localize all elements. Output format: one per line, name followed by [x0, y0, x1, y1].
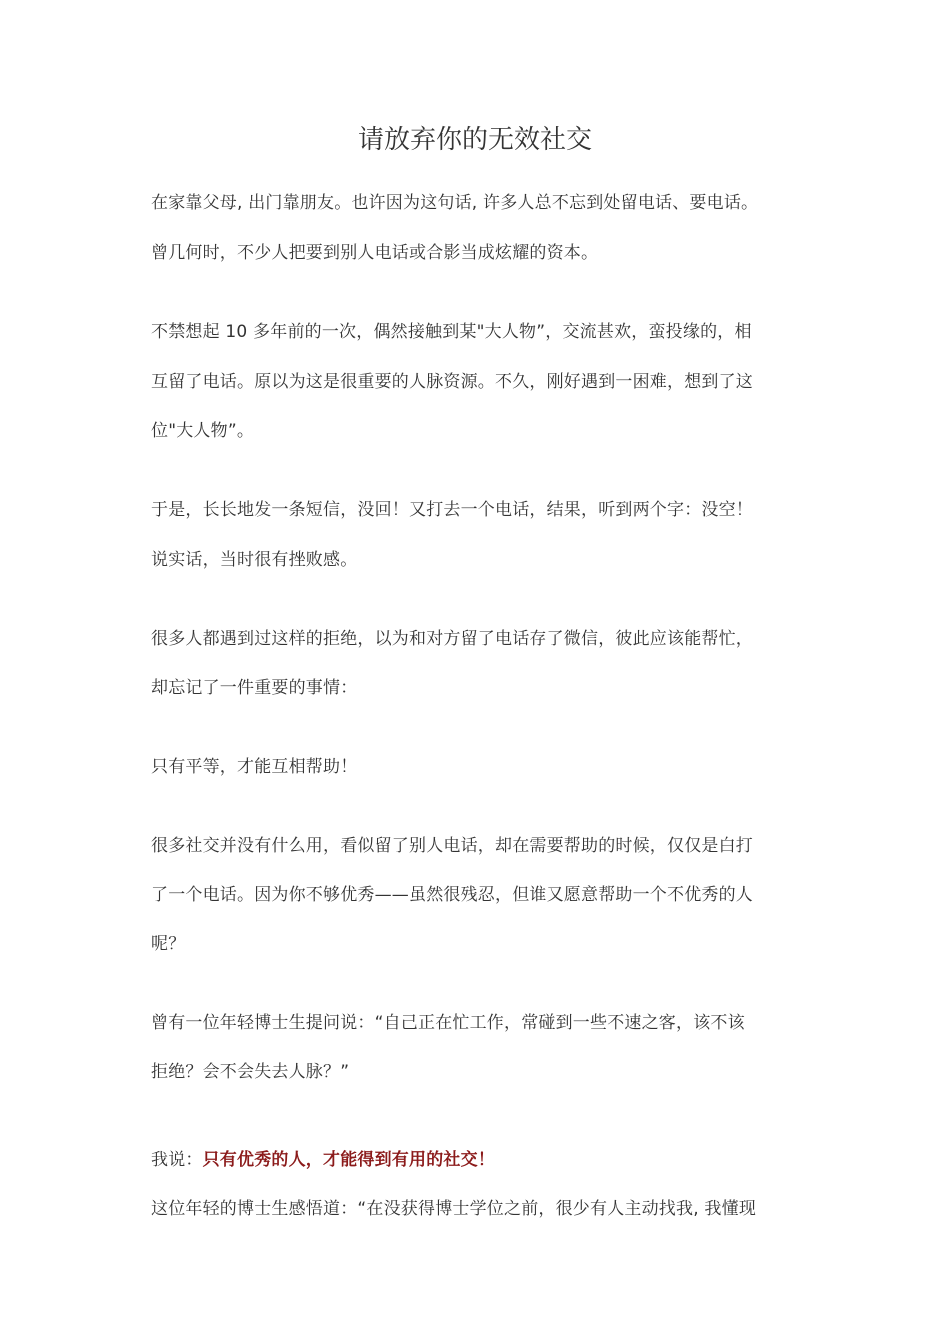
paragraph-line-1: 在家靠父母, 出门靠朋友。也许因为这句话, 许多人总不忘到处留电话、要电话。: [151, 193, 759, 213]
paragraph-line-6: 于是，长长地发一条短信，没回！又打去一个电话，结果，听到两个字：没空！: [151, 500, 753, 520]
article-title: 请放弃你的无效社交: [357, 125, 592, 155]
paragraph-line-7: 说实话，当时很有挫败感。: [151, 550, 358, 570]
paragraph-line-4: 互留了电话。原以为这是很重要的人脉资源。不久，刚好遇到一困难，想到了这: [151, 372, 753, 392]
paragraph-line-2: 曾几何时，不少人把要到别人电话或合影当成炫耀的资本。: [151, 243, 599, 263]
paragraph-line-8: 很多人都遇到过这样的拒绝，以为和对方留了电话存了微信，彼此应该能帮忙，: [151, 629, 753, 649]
paragraph-line-3: 不禁想起 10 多年前的一次，偶然接触到某"大人物”，交流甚欢，蛮投缘的，相: [151, 322, 752, 342]
emphasis-prefix: 我说：: [151, 1150, 203, 1170]
paragraph-line-5: 位"大人物”。: [151, 421, 255, 441]
paragraph-line-13: 呢？: [151, 934, 186, 954]
emphasis-line: [151, 1146, 811, 1174]
paragraph-line-10: 只有平等，才能互相帮助！: [151, 757, 358, 777]
paragraph-line-16: 这位年轻的博士生感悟道：“在没获得博士学位之前，很少有人主动找我, 我懂现: [151, 1199, 757, 1219]
paragraph-line-15: 拒绝？会不会失去人脉？”: [151, 1062, 350, 1082]
emphasis-highlight: 只有优秀的人，才能得到有用的社交！: [202, 1150, 496, 1170]
paragraph-line-9: 却忘记了一件重要的事情：: [151, 678, 358, 698]
paragraph-line-14: 曾有一位年轻博士生提问说：“自己正在忙工作，常碰到一些不速之客，该不该: [151, 1013, 745, 1033]
paragraph-line-12: 了一个电话。因为你不够优秀——虽然很残忍，但谁又愿意帮助一个不优秀的人: [151, 885, 753, 905]
paragraph-line-11: 很多社交并没有什么用，看似留了别人电话，却在需要帮助的时候，仅仅是白打: [151, 836, 753, 856]
